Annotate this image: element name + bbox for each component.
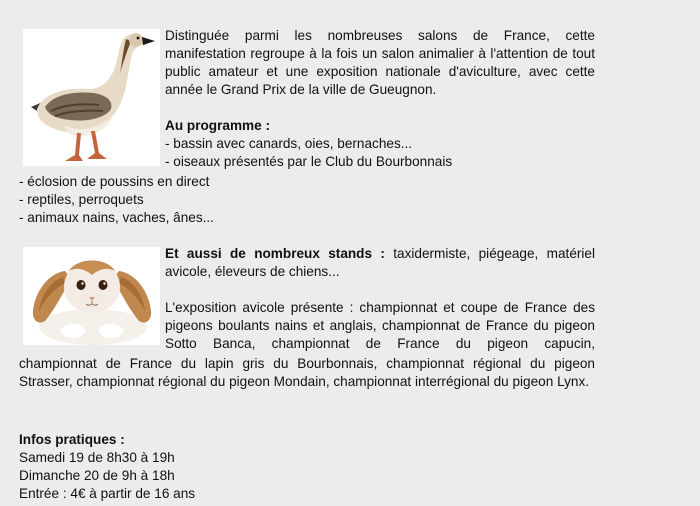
infos-line: Entrée : 4€ à partir de 16 ans <box>19 486 196 501</box>
rabbit-photo <box>23 247 160 345</box>
programme-item: - bassin avec canards, oies, bernaches... <box>165 136 413 151</box>
programme-list-continued <box>19 173 599 227</box>
intro-block <box>165 27 595 171</box>
intro-paragraph: Distinguée parmi les nombreuses salons de France, cette manifestation regroupe à la fois un salon animalier à l'attention de tout public amateur et une exposition nationale d'aviculture, avec cette année le Grand Prix de la ville de Gueugnon. <box>165 28 595 97</box>
programme-item: - reptiles, perroquets <box>19 192 144 207</box>
programme-item: - animaux nains, vaches, ânes... <box>19 210 214 225</box>
stands-block <box>165 245 595 353</box>
infos-heading: Infos pratiques : <box>19 432 125 447</box>
stands-heading: Et aussi de nombreux stands : <box>165 246 385 261</box>
programme-item: - oiseaux présentés par le Club du Bourbonnais <box>165 154 453 169</box>
infos-block <box>19 431 599 503</box>
goose-photo <box>23 29 160 166</box>
stands-text: taxidermiste, piégeage, matériel avicole, éleveurs de chiens... <box>165 246 596 279</box>
avicole-paragraph-start: L'exposition avicole présente : championnat et coupe de France des pigeons boulants nains et anglais, championnat de France du pigeon Sotto Banca, championnat de France du pigeon capucin, <box>165 300 595 351</box>
programme-heading: Au programme : <box>165 118 270 133</box>
programme-item: - éclosion de poussins en direct <box>19 174 210 189</box>
infos-line: Dimanche 20 de 9h à 18h <box>19 468 175 483</box>
stands-paragraph <box>165 245 595 281</box>
avicole-continued <box>19 355 595 391</box>
avicole-paragraph-end: championnat de France du lapin gris du Bourbonnais, championnat régional du pigeon Strasser, championnat régional du pigeon Mondain, championnat interrégional du pigeon Lynx. <box>19 356 595 389</box>
infos-line: Samedi 19 de 8h30 à 19h <box>19 450 175 465</box>
